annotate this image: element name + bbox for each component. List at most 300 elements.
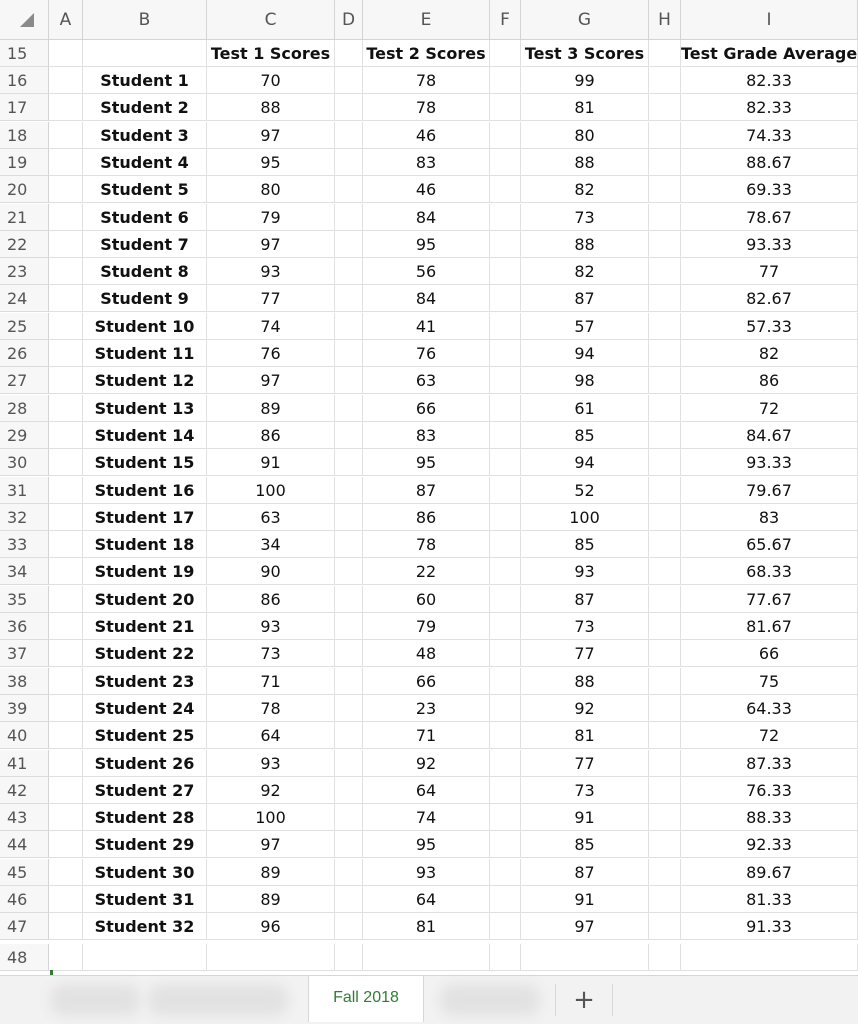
cell-test3[interactable]: 91: [521, 886, 649, 913]
cell-a[interactable]: [49, 722, 83, 749]
cell-f[interactable]: [490, 913, 521, 940]
row-number[interactable]: 22: [0, 231, 49, 258]
cell-student[interactable]: Student 3: [83, 122, 207, 149]
cell-h[interactable]: [649, 122, 681, 149]
cell-test3[interactable]: 85: [521, 831, 649, 858]
column-header-f[interactable]: F: [490, 0, 521, 40]
row-number[interactable]: 16: [0, 67, 49, 94]
cell-average[interactable]: 82: [681, 340, 858, 367]
cell-d[interactable]: [335, 449, 363, 476]
cell-test1[interactable]: 89: [207, 859, 335, 886]
cell-test1[interactable]: 96: [207, 913, 335, 940]
cell-d[interactable]: [335, 231, 363, 258]
cell-f[interactable]: [490, 944, 521, 971]
cell-f[interactable]: [490, 531, 521, 558]
row-number[interactable]: 40: [0, 722, 49, 749]
cell-f[interactable]: [490, 149, 521, 176]
cell-a[interactable]: [49, 613, 83, 640]
cell-average-header[interactable]: Test Grade Average: [681, 40, 858, 67]
cell-test2[interactable]: 93: [363, 859, 490, 886]
cell-h[interactable]: [649, 586, 681, 613]
cell-average[interactable]: 66: [681, 640, 858, 667]
row-number[interactable]: 38: [0, 668, 49, 695]
cell-student[interactable]: Student 32: [83, 913, 207, 940]
cell-test1[interactable]: 74: [207, 313, 335, 340]
cell-student[interactable]: Student 17: [83, 504, 207, 531]
cell-d[interactable]: [335, 477, 363, 504]
cell-h[interactable]: [649, 367, 681, 394]
cell-test1[interactable]: 88: [207, 94, 335, 121]
row-number[interactable]: 26: [0, 340, 49, 367]
cell-a[interactable]: [49, 204, 83, 231]
cell-average[interactable]: 69.33: [681, 176, 858, 203]
cell-test2[interactable]: 64: [363, 886, 490, 913]
cell-test1[interactable]: 86: [207, 586, 335, 613]
cell-student[interactable]: Student 2: [83, 94, 207, 121]
cell-h[interactable]: [649, 613, 681, 640]
cell-f[interactable]: [490, 586, 521, 613]
cell-test1[interactable]: 95: [207, 149, 335, 176]
cell-test3[interactable]: 81: [521, 722, 649, 749]
cell-test2[interactable]: 83: [363, 149, 490, 176]
cell-f[interactable]: [490, 695, 521, 722]
cell-a[interactable]: [49, 313, 83, 340]
cell-student[interactable]: Student 13: [83, 395, 207, 422]
cell-test1[interactable]: 79: [207, 204, 335, 231]
cell-h[interactable]: [649, 777, 681, 804]
sheet-tab-active[interactable]: Fall 2018: [308, 976, 424, 1022]
column-header-c[interactable]: C: [207, 0, 335, 40]
cell-test3[interactable]: 80: [521, 122, 649, 149]
cell-f[interactable]: [490, 449, 521, 476]
cell-test1-header[interactable]: Test 1 Scores: [207, 40, 335, 67]
cell-h[interactable]: [649, 40, 681, 67]
cell-test3[interactable]: 61: [521, 395, 649, 422]
cell-test2[interactable]: 76: [363, 340, 490, 367]
cell-d[interactable]: [335, 504, 363, 531]
cell-test1[interactable]: 77: [207, 285, 335, 312]
cell-test3[interactable]: 93: [521, 558, 649, 585]
cell-average[interactable]: 92.33: [681, 831, 858, 858]
cell-a[interactable]: [49, 913, 83, 940]
cell-test1[interactable]: 93: [207, 750, 335, 777]
row-number[interactable]: 45: [0, 859, 49, 886]
cell-test1[interactable]: 89: [207, 395, 335, 422]
cell-a[interactable]: [49, 67, 83, 94]
row-number[interactable]: 42: [0, 777, 49, 804]
cell-student[interactable]: Student 22: [83, 640, 207, 667]
cell-test3[interactable]: 88: [521, 149, 649, 176]
cell-h[interactable]: [649, 204, 681, 231]
cell-a[interactable]: [49, 285, 83, 312]
cell-f[interactable]: [490, 804, 521, 831]
cell-test3[interactable]: 88: [521, 231, 649, 258]
select-all-corner[interactable]: [0, 0, 49, 40]
cell-a[interactable]: [49, 477, 83, 504]
cell-test1[interactable]: 92: [207, 777, 335, 804]
cell-average[interactable]: 64.33: [681, 695, 858, 722]
cell-h[interactable]: [649, 668, 681, 695]
cell-test2[interactable]: 46: [363, 122, 490, 149]
cell-a[interactable]: [49, 504, 83, 531]
cell-student[interactable]: Student 6: [83, 204, 207, 231]
cell-h[interactable]: [649, 149, 681, 176]
cell-average[interactable]: 83: [681, 504, 858, 531]
cell-h[interactable]: [649, 395, 681, 422]
cell-h[interactable]: [649, 258, 681, 285]
cell-test1[interactable]: 97: [207, 367, 335, 394]
cell-b[interactable]: [83, 40, 207, 67]
cell-f[interactable]: [490, 558, 521, 585]
cell-a[interactable]: [49, 695, 83, 722]
cell-average[interactable]: 87.33: [681, 750, 858, 777]
cell-a[interactable]: [49, 640, 83, 667]
cell-a[interactable]: [49, 859, 83, 886]
cell-average[interactable]: 93.33: [681, 231, 858, 258]
cell-d[interactable]: [335, 285, 363, 312]
cell-test3[interactable]: 94: [521, 340, 649, 367]
cell-test3-header[interactable]: Test 3 Scores: [521, 40, 649, 67]
cell-d[interactable]: [335, 913, 363, 940]
cell-f[interactable]: [490, 176, 521, 203]
cell-h[interactable]: [649, 285, 681, 312]
cell-test2[interactable]: 79: [363, 613, 490, 640]
cell-h[interactable]: [649, 640, 681, 667]
cell-test1[interactable]: 97: [207, 831, 335, 858]
cell-f[interactable]: [490, 613, 521, 640]
cell-average[interactable]: 79.67: [681, 477, 858, 504]
cell-d[interactable]: [335, 422, 363, 449]
cell-test3[interactable]: 94: [521, 449, 649, 476]
cell-test3[interactable]: 85: [521, 531, 649, 558]
cell-test2[interactable]: 83: [363, 422, 490, 449]
row-number[interactable]: 37: [0, 640, 49, 667]
cell-student[interactable]: Student 4: [83, 149, 207, 176]
cell-average[interactable]: 77: [681, 258, 858, 285]
cell-a[interactable]: [49, 449, 83, 476]
row-number[interactable]: 39: [0, 695, 49, 722]
cell-f[interactable]: [490, 204, 521, 231]
cell-a[interactable]: [49, 668, 83, 695]
cell-test2[interactable]: 48: [363, 640, 490, 667]
cell-test3[interactable]: 81: [521, 94, 649, 121]
cell-f[interactable]: [490, 94, 521, 121]
sheet-tab-obscured-2[interactable]: [148, 984, 288, 1016]
row-number[interactable]: 34: [0, 558, 49, 585]
cell-c[interactable]: [207, 944, 335, 971]
cell-f[interactable]: [490, 422, 521, 449]
cell-test2[interactable]: 95: [363, 831, 490, 858]
cell-test2[interactable]: 71: [363, 722, 490, 749]
cell-test2[interactable]: 84: [363, 285, 490, 312]
cell-f[interactable]: [490, 285, 521, 312]
cell-test2[interactable]: 78: [363, 94, 490, 121]
cell-h[interactable]: [649, 695, 681, 722]
cell-average[interactable]: 82.67: [681, 285, 858, 312]
cell-test3[interactable]: 99: [521, 67, 649, 94]
cell-d[interactable]: [335, 944, 363, 971]
row-number[interactable]: 44: [0, 831, 49, 858]
cell-student[interactable]: Student 31: [83, 886, 207, 913]
cell-test2[interactable]: 66: [363, 395, 490, 422]
cell-h[interactable]: [649, 944, 681, 971]
cell-test2[interactable]: 46: [363, 176, 490, 203]
row-number[interactable]: 20: [0, 176, 49, 203]
cell-test2[interactable]: 95: [363, 231, 490, 258]
cell-test3[interactable]: 85: [521, 422, 649, 449]
row-number[interactable]: 31: [0, 477, 49, 504]
cell-average[interactable]: 86: [681, 367, 858, 394]
cell-a[interactable]: [49, 176, 83, 203]
cell-test2[interactable]: 86: [363, 504, 490, 531]
cell-test1[interactable]: 78: [207, 695, 335, 722]
cell-test3[interactable]: 87: [521, 285, 649, 312]
cell-f[interactable]: [490, 231, 521, 258]
cell-h[interactable]: [649, 831, 681, 858]
cell-h[interactable]: [649, 67, 681, 94]
cell-average[interactable]: 57.33: [681, 313, 858, 340]
cell-student[interactable]: Student 27: [83, 777, 207, 804]
cell-a[interactable]: [49, 777, 83, 804]
cell-test3[interactable]: 91: [521, 804, 649, 831]
cell-student[interactable]: Student 26: [83, 750, 207, 777]
cell-test3[interactable]: 87: [521, 586, 649, 613]
cell-test3[interactable]: 92: [521, 695, 649, 722]
cell-d[interactable]: [335, 204, 363, 231]
cell-h[interactable]: [649, 449, 681, 476]
row-number[interactable]: 36: [0, 613, 49, 640]
cell-student[interactable]: Student 24: [83, 695, 207, 722]
cell-d[interactable]: [335, 722, 363, 749]
cell-student[interactable]: Student 12: [83, 367, 207, 394]
cell-f[interactable]: [490, 640, 521, 667]
cell-f[interactable]: [490, 750, 521, 777]
cell-h[interactable]: [649, 477, 681, 504]
cell-test2[interactable]: 84: [363, 204, 490, 231]
cell-average[interactable]: 81.67: [681, 613, 858, 640]
cell-h[interactable]: [649, 313, 681, 340]
cell-average[interactable]: 72: [681, 395, 858, 422]
row-number[interactable]: 18: [0, 122, 49, 149]
cell-a[interactable]: [49, 586, 83, 613]
cell-average[interactable]: 88.67: [681, 149, 858, 176]
cell-g[interactable]: [521, 944, 649, 971]
cell-h[interactable]: [649, 558, 681, 585]
cell-test1[interactable]: 34: [207, 531, 335, 558]
column-header-b[interactable]: B: [83, 0, 207, 40]
column-header-d[interactable]: D: [335, 0, 363, 40]
cell-a[interactable]: [49, 558, 83, 585]
sheet-tab-obscured-1[interactable]: [50, 984, 140, 1016]
cell-f[interactable]: [490, 67, 521, 94]
cell-h[interactable]: [649, 94, 681, 121]
cell-average[interactable]: 82.33: [681, 94, 858, 121]
cell-d[interactable]: [335, 886, 363, 913]
cell-a[interactable]: [49, 831, 83, 858]
row-number[interactable]: 24: [0, 285, 49, 312]
cell-h[interactable]: [649, 340, 681, 367]
cell-test3[interactable]: 97: [521, 913, 649, 940]
cell-i[interactable]: [681, 944, 858, 971]
cell-d[interactable]: [335, 586, 363, 613]
row-number[interactable]: 19: [0, 149, 49, 176]
cell-f[interactable]: [490, 122, 521, 149]
row-number[interactable]: 15: [0, 40, 49, 67]
cell-student[interactable]: Student 21: [83, 613, 207, 640]
cell-test2[interactable]: 23: [363, 695, 490, 722]
cell-test2[interactable]: 63: [363, 367, 490, 394]
cell-student[interactable]: Student 25: [83, 722, 207, 749]
cell-f[interactable]: [490, 313, 521, 340]
cell-a[interactable]: [49, 944, 83, 971]
cell-average[interactable]: 93.33: [681, 449, 858, 476]
cell-student[interactable]: Student 15: [83, 449, 207, 476]
cell-a[interactable]: [49, 395, 83, 422]
cell-f[interactable]: [490, 668, 521, 695]
cell-d[interactable]: [335, 176, 363, 203]
cell-d[interactable]: [335, 94, 363, 121]
cell-student[interactable]: Student 16: [83, 477, 207, 504]
cell-student[interactable]: Student 18: [83, 531, 207, 558]
cell-d[interactable]: [335, 831, 363, 858]
cell-a[interactable]: [49, 886, 83, 913]
cell-test3[interactable]: 77: [521, 640, 649, 667]
row-number[interactable]: 32: [0, 504, 49, 531]
cell-f[interactable]: [490, 340, 521, 367]
cell-student[interactable]: Student 11: [83, 340, 207, 367]
cell-f[interactable]: [490, 777, 521, 804]
cell-student[interactable]: Student 19: [83, 558, 207, 585]
cell-test1[interactable]: 100: [207, 477, 335, 504]
cell-test1[interactable]: 93: [207, 258, 335, 285]
column-header-e[interactable]: E: [363, 0, 490, 40]
row-number[interactable]: 41: [0, 750, 49, 777]
cell-test2[interactable]: 64: [363, 777, 490, 804]
cell-d[interactable]: [335, 367, 363, 394]
cell-test1[interactable]: 71: [207, 668, 335, 695]
cell-student[interactable]: Student 14: [83, 422, 207, 449]
cell-test3[interactable]: 73: [521, 777, 649, 804]
cell-average[interactable]: 84.67: [681, 422, 858, 449]
cell-f[interactable]: [490, 477, 521, 504]
cell-average[interactable]: 68.33: [681, 558, 858, 585]
cell-test1[interactable]: 90: [207, 558, 335, 585]
cell-test1[interactable]: 86: [207, 422, 335, 449]
cell-test3[interactable]: 87: [521, 859, 649, 886]
cell-test1[interactable]: 93: [207, 613, 335, 640]
cell-f[interactable]: [490, 40, 521, 67]
cell-test3[interactable]: 77: [521, 750, 649, 777]
cell-h[interactable]: [649, 231, 681, 258]
cell-average[interactable]: 77.67: [681, 586, 858, 613]
row-number[interactable]: 33: [0, 531, 49, 558]
cell-student[interactable]: Student 23: [83, 668, 207, 695]
cell-h[interactable]: [649, 176, 681, 203]
cell-test3[interactable]: 57: [521, 313, 649, 340]
cell-h[interactable]: [649, 750, 681, 777]
cell-test2[interactable]: 78: [363, 67, 490, 94]
cell-d[interactable]: [335, 40, 363, 67]
cell-test1[interactable]: 89: [207, 886, 335, 913]
cell-f[interactable]: [490, 367, 521, 394]
cell-d[interactable]: [335, 613, 363, 640]
cell-d[interactable]: [335, 859, 363, 886]
cell-test2[interactable]: 92: [363, 750, 490, 777]
cell-d[interactable]: [335, 340, 363, 367]
cell-h[interactable]: [649, 913, 681, 940]
cell-h[interactable]: [649, 804, 681, 831]
row-number[interactable]: 30: [0, 449, 49, 476]
cell-test3[interactable]: 88: [521, 668, 649, 695]
cell-average[interactable]: 75: [681, 668, 858, 695]
row-number[interactable]: 46: [0, 886, 49, 913]
cell-d[interactable]: [335, 668, 363, 695]
cell-f[interactable]: [490, 504, 521, 531]
cell-f[interactable]: [490, 831, 521, 858]
row-number[interactable]: 47: [0, 913, 49, 940]
cell-f[interactable]: [490, 886, 521, 913]
row-number[interactable]: 25: [0, 313, 49, 340]
cell-a[interactable]: [49, 40, 83, 67]
cell-test3[interactable]: 73: [521, 204, 649, 231]
column-header-i[interactable]: I: [681, 0, 858, 40]
cell-test1[interactable]: 97: [207, 231, 335, 258]
row-number[interactable]: 28: [0, 395, 49, 422]
cell-a[interactable]: [49, 422, 83, 449]
cell-d[interactable]: [335, 395, 363, 422]
cell-d[interactable]: [335, 777, 363, 804]
cell-student[interactable]: Student 5: [83, 176, 207, 203]
cell-average[interactable]: 81.33: [681, 886, 858, 913]
cell-f[interactable]: [490, 859, 521, 886]
cell-test1[interactable]: 73: [207, 640, 335, 667]
cell-test2-header[interactable]: Test 2 Scores: [363, 40, 490, 67]
column-header-h[interactable]: H: [649, 0, 681, 40]
cell-e[interactable]: [363, 944, 490, 971]
cell-test2[interactable]: 41: [363, 313, 490, 340]
cell-average[interactable]: 65.67: [681, 531, 858, 558]
cell-a[interactable]: [49, 94, 83, 121]
cell-student[interactable]: Student 9: [83, 285, 207, 312]
row-number[interactable]: 48: [0, 944, 49, 971]
cell-test1[interactable]: 76: [207, 340, 335, 367]
cell-test3[interactable]: 52: [521, 477, 649, 504]
cell-test2[interactable]: 87: [363, 477, 490, 504]
cell-h[interactable]: [649, 504, 681, 531]
cell-d[interactable]: [335, 122, 363, 149]
cell-student[interactable]: Student 7: [83, 231, 207, 258]
cell-h[interactable]: [649, 722, 681, 749]
cell-f[interactable]: [490, 258, 521, 285]
cell-student[interactable]: Student 20: [83, 586, 207, 613]
row-number[interactable]: 23: [0, 258, 49, 285]
cell-test2[interactable]: 74: [363, 804, 490, 831]
cell-a[interactable]: [49, 367, 83, 394]
cell-average[interactable]: 72: [681, 722, 858, 749]
cell-d[interactable]: [335, 558, 363, 585]
cell-d[interactable]: [335, 804, 363, 831]
cell-test1[interactable]: 97: [207, 122, 335, 149]
cell-test2[interactable]: 81: [363, 913, 490, 940]
cell-test3[interactable]: 73: [521, 613, 649, 640]
cell-test1[interactable]: 91: [207, 449, 335, 476]
cell-a[interactable]: [49, 340, 83, 367]
cell-b[interactable]: [83, 944, 207, 971]
row-number[interactable]: 35: [0, 586, 49, 613]
column-header-g[interactable]: G: [521, 0, 649, 40]
cell-average[interactable]: 76.33: [681, 777, 858, 804]
cell-test2[interactable]: 78: [363, 531, 490, 558]
